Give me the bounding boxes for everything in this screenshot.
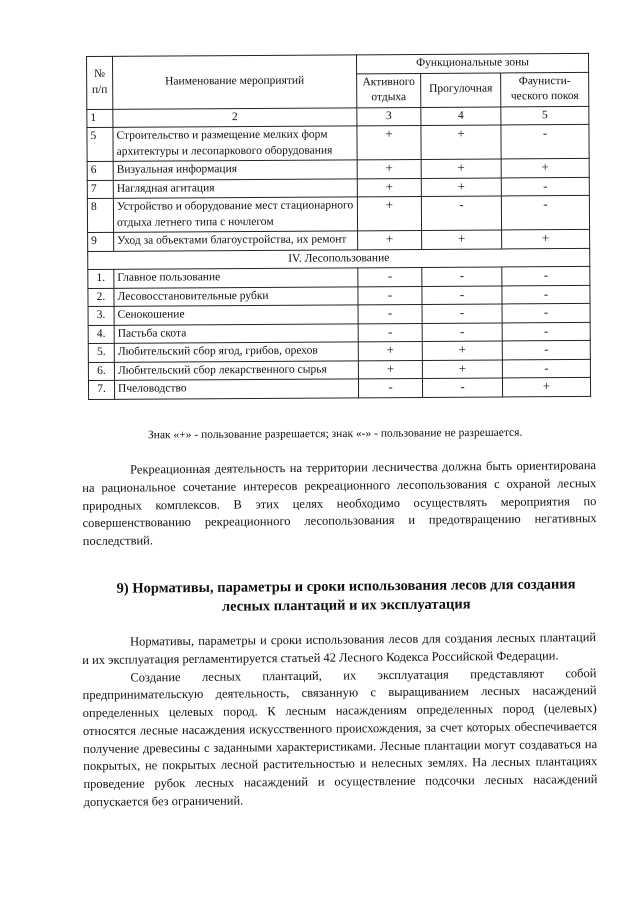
paragraph-text: Рекреационная деятельность на территории лесничества должна быть ориентирована на рациональное сочетание интересов рекреационного лесопользования с охраной лесных природных комплексов. В этих целях необходимо осуществлять мероприятия по совершенствованию рекреационного лесопользования и предотвращению негативных последствий. [82,458,597,548]
zone-permission-mark: - [501,124,589,159]
section-heading: 9) Нормативы, параметры и сроки использования лесов для создания лесных плантаций и их эксплуатация [116,576,576,615]
row-number: 5 [87,127,113,161]
zone-permission-mark: + [501,159,589,178]
zone-permission-mark: - [422,378,502,397]
zone-permission-mark: - [421,196,501,231]
zone-permission-mark: + [421,178,501,197]
zone-permission-mark: + [358,231,422,250]
index-cell: 4 [421,107,501,126]
header-name: Наименование мероприятий [113,55,357,109]
zone-permission-mark: - [501,177,589,196]
zone-permission-mark: - [358,286,422,305]
zone-permission-mark: + [358,360,422,379]
row-number: 1. [88,270,114,289]
row-number: 2. [88,288,114,307]
header-zone-fauna: Фаунисти-ческого покоя [501,72,589,107]
row-number: 6 [87,161,113,180]
zone-permission-mark: - [422,267,502,286]
index-cell: 2 [113,107,357,127]
zone-permission-mark: - [358,305,422,324]
row-activity-name: Наглядная агитация [113,178,357,198]
row-number: 9 [88,232,114,251]
zone-permission-mark: + [357,178,421,197]
row-activity-name: Сенокошение [114,305,358,325]
row-number: 4. [88,325,114,344]
zone-permission-mark: + [357,126,421,160]
row-activity-name: Устройство и оборудование мест стационарного отдыха летнего типа с ночлегом [113,197,357,233]
zone-permission-mark: + [357,160,421,179]
zone-permission-mark: + [422,360,502,379]
zone-permission-mark: - [422,323,502,342]
header-zones-title: Функциональные зоны [356,53,588,73]
row-number: 7. [88,381,114,400]
row-activity-name: Любительский сбор ягод, грибов, орехов [114,342,358,362]
zone-permission-mark: - [422,286,502,305]
legend-note: Знак «+» - пользование разрешается; знак «-» - пользование не разрешается. [147,426,523,442]
table-row [87,124,589,161]
index-cell: 1 [87,109,113,128]
paragraph-text: Нормативы, параметры и сроки использования лесов для создания лесных плантаций и их эксплуатация регламентируется статьей 42 Лесного Кодекса Российской Федерации. [82,630,597,667]
header-num: № п/п [87,56,113,109]
functional-zones-table [86,53,591,400]
zone-permission-mark: + [421,125,501,160]
zone-permission-mark: - [502,267,590,286]
paragraph-norms [82,629,598,811]
zone-permission-mark: - [502,341,590,360]
paragraph-text: Создание лесных плантаций, их эксплуатация представляют собой предпринимательскую деятельность, связанную с выращиванием лесных насаждений определенных целевых пород. К лесным насаждениям определенных пород (целевых) относятся лесные насаждения искусственного происхождения, за счет которых обеспечивается получение древесины с заданными характеристиками. Лесные плантации могут создаваться на покрытых, не покрытых лесной растительностью и нелесных землях. На лесных плантациях проведение рубок лесных насаждений и осуществление подсочки лесных насаждений допускается без ограничений. [82,665,598,809]
row-number: 3. [88,307,114,326]
row-activity-name: Строительство и размещение мелких форм архитектуры и лесопаркового оборудования [113,126,357,162]
row-activity-name: Лесовосстановительные рубки [114,287,358,307]
zone-permission-mark: + [421,159,501,178]
row-activity-name: Пастьба скота [114,324,358,344]
zone-permission-mark: - [501,196,589,231]
paragraph-recreation [82,457,597,551]
zone-permission-mark: - [502,359,590,378]
zone-permission-mark: + [422,230,502,249]
row-activity-name: Визуальная информация [113,160,357,180]
header-zone-walking: Прогулочная [421,72,501,107]
zone-permission-mark: - [502,304,590,323]
row-activity-name: Главное пользование [114,268,358,288]
row-number: 8 [87,198,113,232]
zone-permission-mark: + [358,342,422,361]
row-number: 7 [87,180,113,199]
index-cell: 3 [357,107,421,126]
zone-permission-mark: + [502,230,590,249]
row-activity-name: Пчеловодство [114,379,358,399]
zone-permission-mark: - [358,268,422,287]
header-zone-active: Активного отдыха [357,73,421,107]
zone-permission-mark: + [502,378,590,397]
zone-permission-mark: - [422,304,502,323]
row-number: 5. [88,344,114,363]
zone-permission-mark: + [422,341,502,360]
table-row [87,196,589,233]
zone-permission-mark: - [358,323,422,342]
row-number: 6. [88,362,114,381]
index-cell: 5 [501,106,589,125]
row-activity-name: Уход за объектами благоустройства, их ремонт [114,231,358,251]
zone-permission-mark: - [502,322,590,341]
section-title: IV. Лесопользование [88,248,590,270]
row-activity-name: Любительский сбор лекарственного сырья [114,361,358,381]
zone-permission-mark: - [358,379,422,398]
table-row [88,378,590,400]
zone-permission-mark: - [502,285,590,304]
zone-permission-mark: + [357,197,421,231]
